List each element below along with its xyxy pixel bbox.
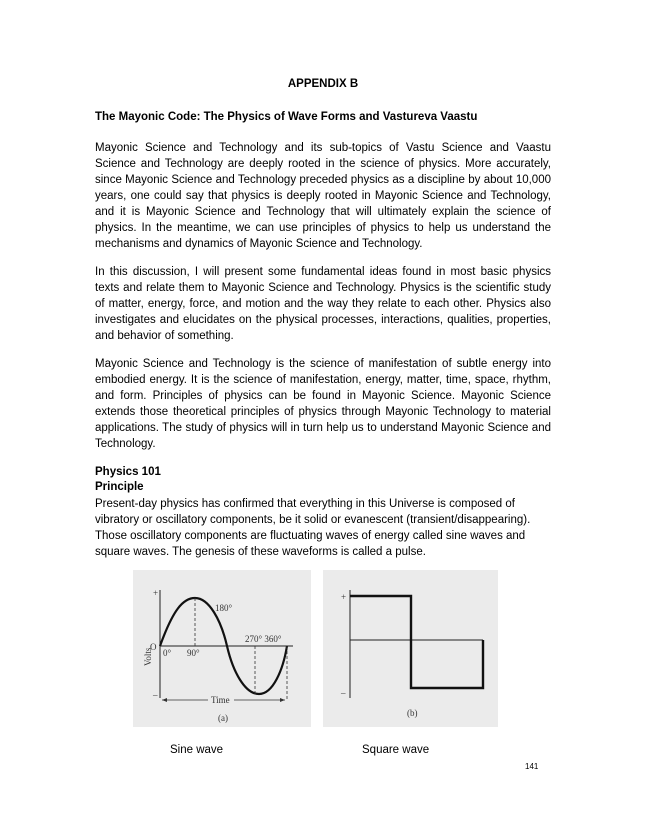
minus-sign: – (153, 690, 158, 700)
page-number: 141 (525, 762, 539, 771)
panel-label-b: (b) (407, 708, 418, 718)
time-arrow-left-head (162, 698, 167, 702)
minus-sign-b: – (341, 688, 346, 698)
origin-label: O (150, 642, 157, 652)
time-label: Time (211, 695, 230, 705)
deg-270-360-label: 270° 360° (245, 634, 282, 644)
principle-paragraph: Present-day physics has confirmed that everything in this Universe is composed of vibratory or oscillatory components, be it solid or evanescent (transient/disappearing). Those oscillatory components are fluctuating waves of energy called sine waves and square waves. The genesis of these waveforms is called a pulse. (95, 498, 531, 558)
paragraph-3: Mayonic Science and Technology is the science of manifestation of subtle energy into embodied energy. It is the science of manifestation, energy, matter, time, space, rhythm, and form. Principles of physics can be found in Mayonic Science. Mayonic Science extends those theoretical principles of physics through Mayonic Technology to material applications. The study of physics will in turn help us to understand Mayonic Science and Technology. (95, 358, 551, 450)
appendix-title: APPENDIX B (287, 78, 359, 90)
deg-0-label: 0° (163, 648, 172, 658)
square-wave-line (350, 596, 483, 688)
physics-101-heading: Physics 101 (95, 466, 161, 478)
sine-wave-diagram (133, 570, 311, 727)
volts-label: Volts (143, 647, 153, 666)
paragraph-1: Mayonic Science and Technology and its sub-topics of Vastu Science and Vaastu Science and Technology are deeply rooted in the science of physics. More accurately, since Mayonic Science and Technology preceded physics as a discipline by about 10,000 years, one could say that physics is deeply rooted in Mayonic Science and Technology, and it is Mayonic Science and Technology that will ultimately explain the science of physics. In the meantime, we can use principles of physics to help us understand the mechanisms and dynamics of Mayonic Science and Technology. (95, 142, 551, 250)
deg-90-label: 90° (187, 648, 200, 658)
square-wave-caption: Square wave (362, 744, 430, 756)
time-arrow-right-head (280, 698, 285, 702)
panel-label-a: (a) (218, 713, 228, 723)
square-wave-diagram (323, 570, 498, 727)
sine-wave-caption: Sine wave (170, 744, 224, 756)
sine-wave-figure (133, 570, 311, 727)
deg-180-label: 180° (215, 603, 233, 613)
paragraph-2: In this discussion, I will present some fundamental ideas found in most basic physics texts and relate them to Mayonic Science and Technology. Physics is the scientific study of matter, energy, force, and motion and the way they relate to each other. Physics also investigates and elucidates on the physical processes, interactions, qualities, properties, and behavior of something. (95, 266, 551, 342)
plus-sign-b: + (341, 592, 347, 602)
section-title: The Mayonic Code: The Physics of Wave Forms and Vastureva Vaastu (95, 111, 478, 123)
principle-heading: Principle (95, 481, 144, 493)
plus-sign: + (153, 588, 159, 598)
square-wave-figure (323, 570, 498, 727)
